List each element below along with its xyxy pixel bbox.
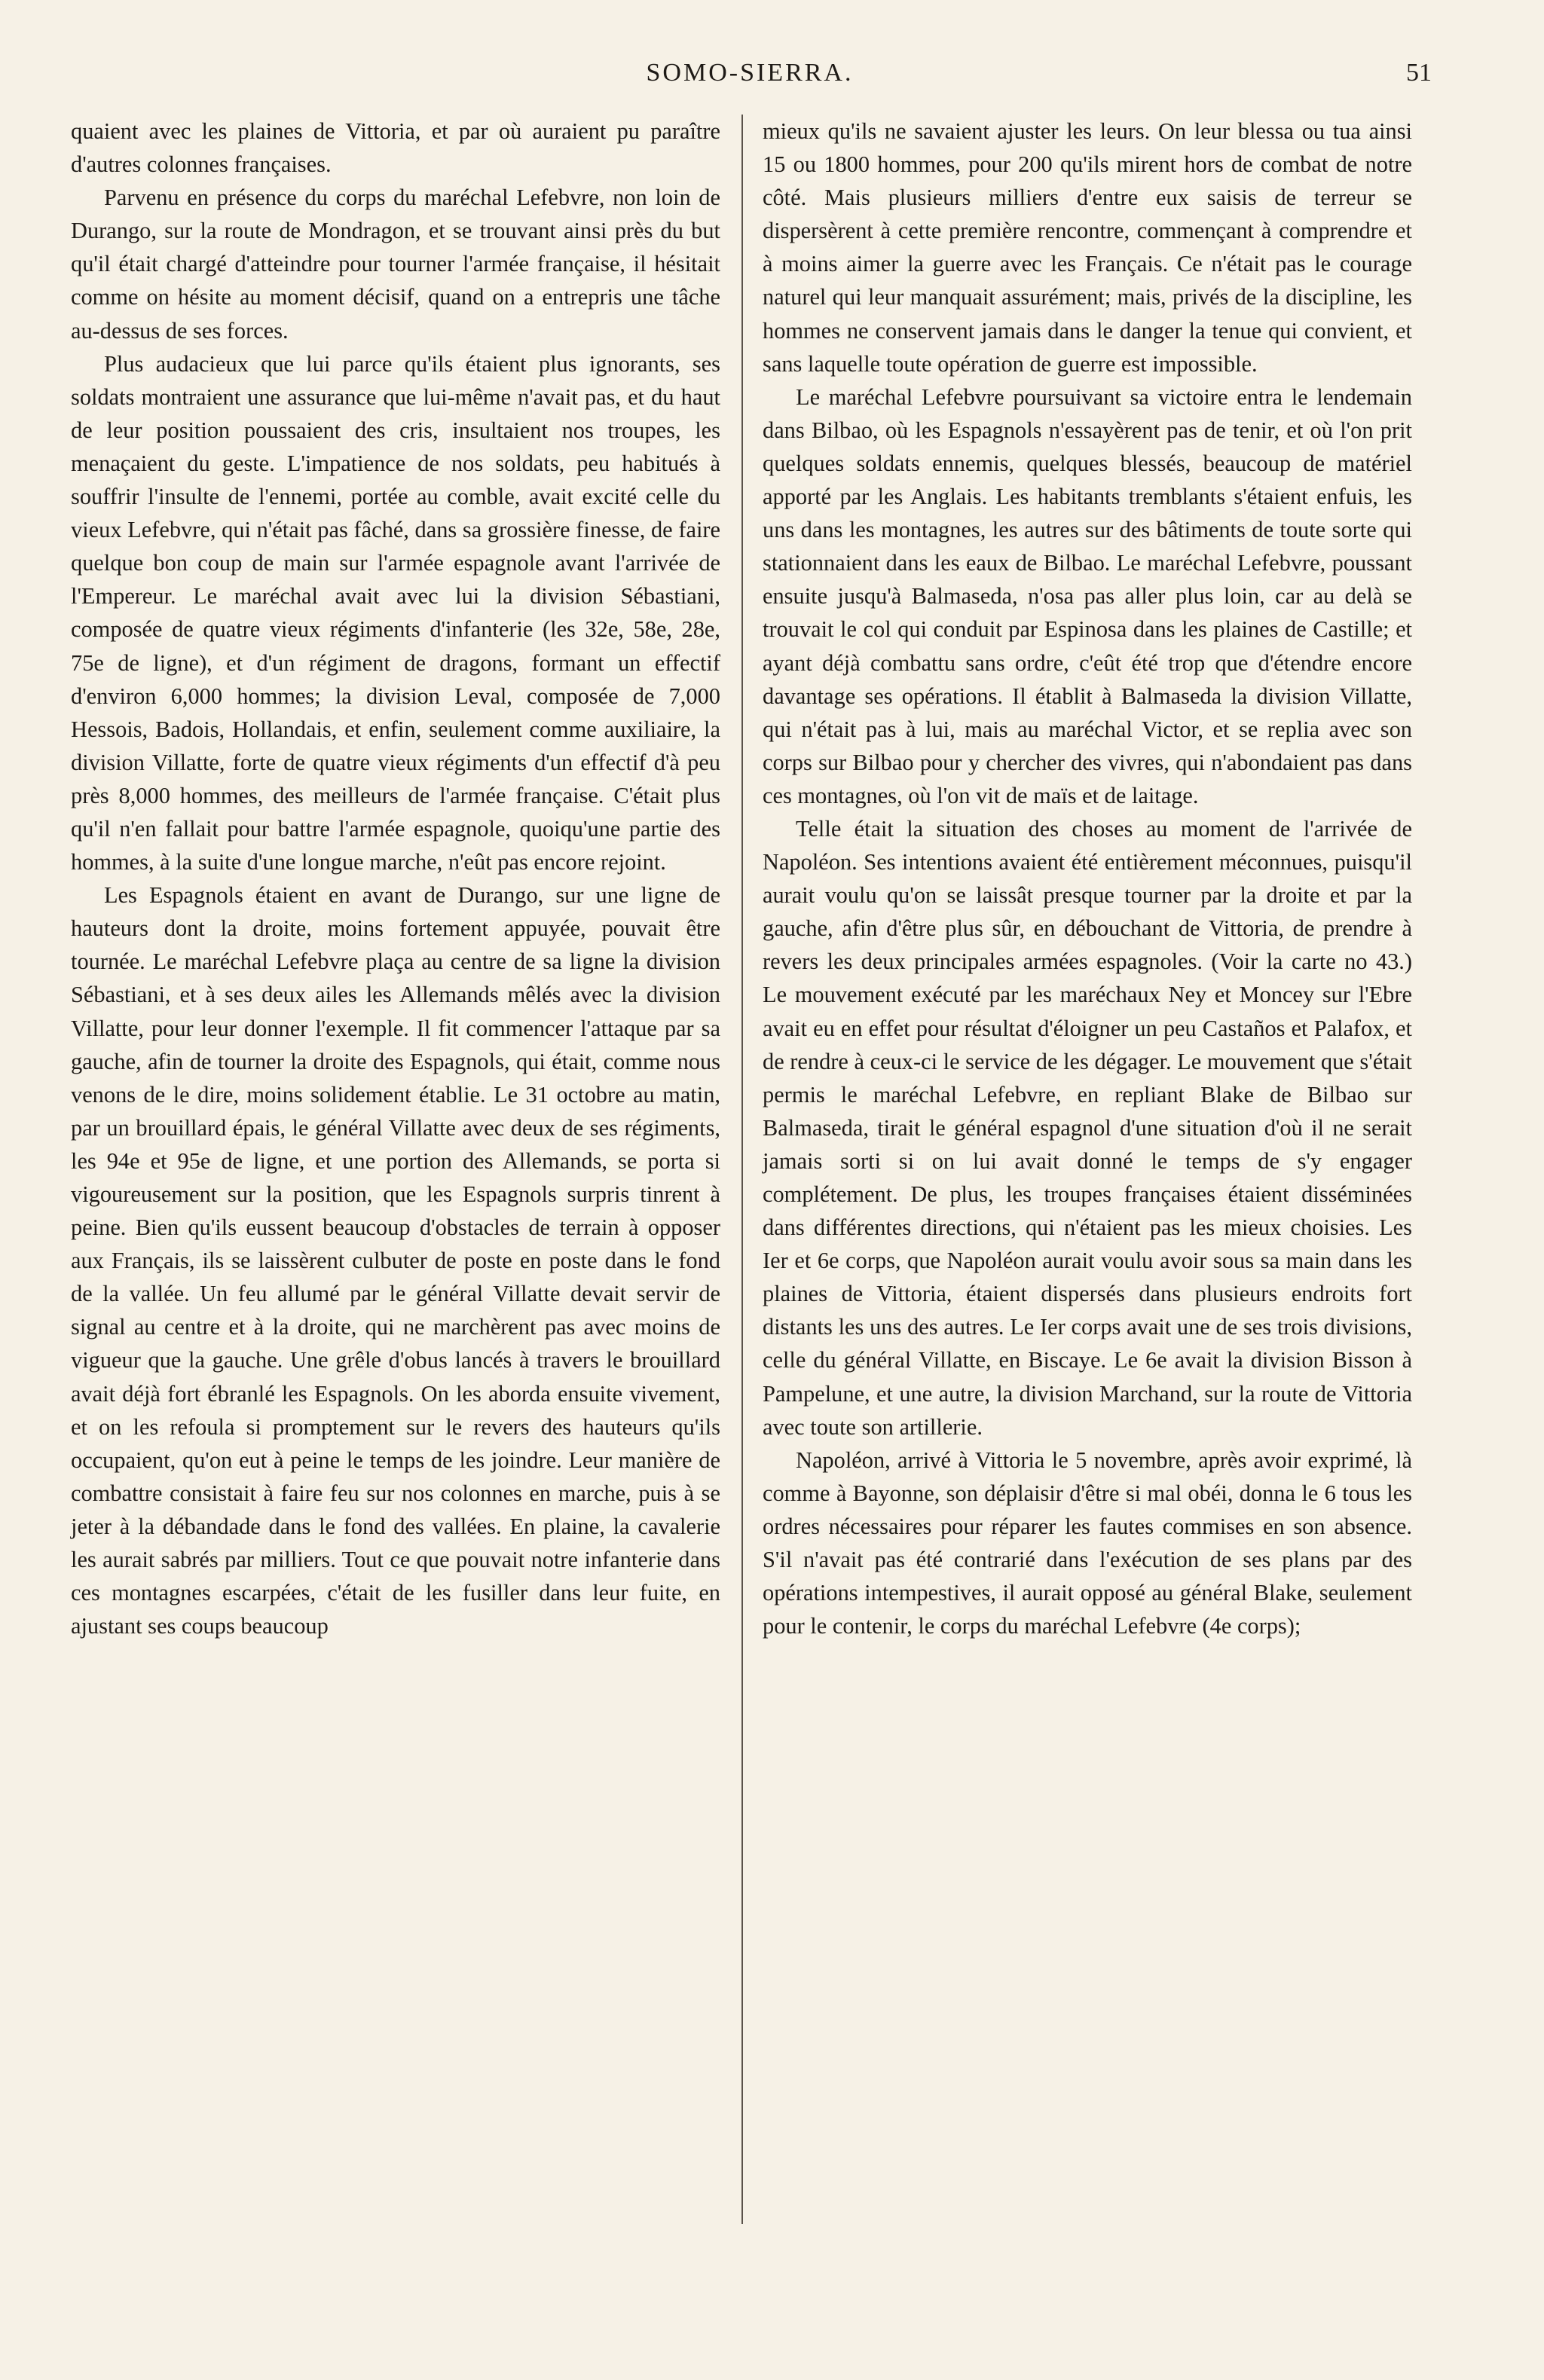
paragraph: mieux qu'ils ne savaient ajuster les leurs. On leur blessa ou tua ainsi 15 ou 1800 hommes, pour 200 qu'ils mirent hors de combat de notre côté. Mais plusieurs milliers d'entre eux saisis de terreur se dispersèrent à cette première rencontre, commençant à comprendre et à moins aimer la guerre avec les Français. Ce n'était pas le courage naturel qui leur manquait assurément; mais, privés de la discipline, les hommes ne conservent jamais dans le danger la tenue qui convient, et sans laquelle toute opération de guerre est impossible. — [763, 118, 1412, 377]
paragraph: Parvenu en présence du corps du maréchal Lefebvre, non loin de Durango, sur la route de Mondragon, et se trouvant ainsi près du but qu'il était chargé d'atteindre pour tourner l'armée française, il hésitait comme on hésite au moment décisif, quand on a entrepris une tâche au-dessus de ses forces. — [71, 185, 720, 344]
paragraph: Les Espagnols étaient en avant de Durango, sur une ligne de hauteurs dont la droite, moins fortement appuyée, pouvait être tournée. Le maréchal Lefebvre plaça au centre de sa ligne la division Sébastiani, et à ses deux ailes les Allemands mêlés avec la division Villatte, pour leur donner l'exemple. Il fit commencer l'attaque par sa gauche, afin de tourner la droite des Espagnols, qui était, comme nous venons de le dire, moins solidement établie. Le 31 octobre au matin, par un brouillard épais, le général Villatte avec deux de ses régiments, les 94e et 95e de ligne, et une portion des Allemands, se porta si vigoureusement sur la position, que les Espagnols surpris tinrent à peine. Bien qu'ils eussent beaucoup d'obstacles de terrain à opposer aux Français, ils se laissèrent culbuter de poste en poste dans le fond de la vallée. Un feu allumé par le général Villatte devait servir de signal au centre et à la droite, qui ne marchèrent pas avec moins de vigueur que la gauche. Une grêle d'obus lancés à travers le brouillard avait déjà fort ébranlé les Espagnols. On les aborda ensuite vivement, et on les refoula si promptement sur le revers des hauteurs qu'ils occupaient, qu'on eut à peine le temps de les joindre. Leur manière de combattre consistait à faire feu sur nos colonnes en marche, puis à se jeter à la débandade dans le fond des vallées. En plaine, la cavalerie les aurait sabrés par milliers. Tout ce que pouvait notre infanterie dans ces montagnes escarpées, c'était de les fusiller dans leur fuite, en ajustant ses coups beaucoup — [71, 882, 720, 1639]
paragraph: Telle était la situation des choses au moment de l'arrivée de Napoléon. Ses intentions avaient été entièrement méconnues, puisqu'il aurait voulu qu'on se laissât presque tourner par la droite et par la gauche, afin d'être plus sûr, en débouchant de Vittoria, de prendre à revers les deux principales armées espagnoles. (Voir la carte no 43.) Le mouvement exécuté par les maréchaux Ney et Moncey sur l'Ebre avait eu en effet pour résultat d'éloigner un peu Castaños et Palafox, et de rendre à ceux-ci le service de les dégager. Le mouvement que s'était permis le maréchal Lefebvre, en repliant Blake de Bilbao sur Balmaseda, tirait le général espagnol d'une situation d'où il ne serait jamais sorti si on lui avait donné le temps de s'y engager complétement. De plus, les troupes françaises étaient disséminées dans différentes directions, qui n'étaient pas les mieux choisies. Les Ier et 6e corps, que Napoléon aurait voulu avoir sous sa main dans les plaines de Vittoria, étaient dispersés dans plusieurs endroits fort distants les uns des autres. Le Ier corps avait une de ses trois divisions, celle du général Villatte, en Biscaye. Le 6e avait la division Bisson à Pampelune, et une autre, la division Marchand, sur la route de Vittoria avec toute son artillerie. — [763, 815, 1412, 1440]
page-number: 51 — [1406, 59, 1432, 87]
left-column — [71, 115, 720, 1642]
running-title: SOMO-SIERRA. — [646, 59, 854, 87]
column-divider — [741, 115, 743, 2224]
paragraph: Napoléon, arrivé à Vittoria le 5 novembre, après avoir exprimé, là comme à Bayonne, son déplaisir d'être si mal obéi, donna le 6 tous les ordres nécessaires pour réparer les fautes commises en son absence. S'il n'avait pas été contrarié dans l'exécution de ses plans par des opérations intempestives, il aurait opposé au général Blake, seulement pour le contenir, le corps du maréchal Lefebvre (4e corps); — [763, 1447, 1412, 1639]
paragraph: Plus audacieux que lui parce qu'ils étaient plus ignorants, ses soldats montraient une assurance que lui-même n'avait pas, et du haut de leur position poussaient des cris, insultaient nos troupes, les menaçaient du geste. L'impatience de nos soldats, peu habitués à souffrir l'insulte de l'ennemi, portée au comble, avait excité celle du vieux Lefebvre, qui n'était pas fâché, dans sa grossière finesse, de faire quelque bon coup de main sur l'armée espagnole avant l'arrivée de l'Empereur. Le maréchal avait avec lui la division Sébastiani, composée de quatre vieux régiments d'infanterie (les 32e, 58e, 28e, 75e de ligne), et d'un régiment de dragons, formant un effectif d'environ 6,000 hommes; la division Leval, composée de 7,000 Hessois, Badois, Hollandais, et enfin, seulement comme auxiliaire, la division Villatte, forte de quatre vieux régiments d'un effectif d'à peu près 8,000 hommes, des meilleurs de l'armée française. C'était plus qu'il n'en fallait pour battre l'armée espagnole, quoiqu'une partie des hommes, à la suite d'une longue marche, n'eût pas encore rejoint. — [71, 350, 720, 875]
paragraph: quaient avec les plaines de Vittoria, et par où auraient pu paraître d'autres colonnes françaises. — [71, 118, 720, 178]
paragraph: Le maréchal Lefebvre poursuivant sa victoire entra le lendemain dans Bilbao, où les Espagnols n'essayèrent pas de tenir, et où l'on prit quelques soldats ennemis, quelques blessés, beaucoup de matériel apporté par les Anglais. Les habitants tremblants s'étaient enfuis, les uns dans les montagnes, les autres sur des bâtiments de toute sorte qui stationnaient dans les eaux de Bilbao. Le maréchal Lefebvre, poussant ensuite jusqu'à Balmaseda, n'osa pas aller plus loin, car au delà se trouvait le col qui conduit par Espinosa dans les plaines de Castille; et ayant déjà combattu sans ordre, c'eût été trop que d'étendre encore davantage ses opérations. Il établit à Balmaseda la division Villatte, qui n'était pas à lui, mais au maréchal Victor, et se replia avec son corps sur Bilbao pour y chercher des vivres, qui n'abondaient pas dans ces montagnes, où l'on vit de maïs et de laitage. — [763, 383, 1412, 808]
right-column — [763, 115, 1412, 1642]
page-header — [68, 59, 1432, 104]
